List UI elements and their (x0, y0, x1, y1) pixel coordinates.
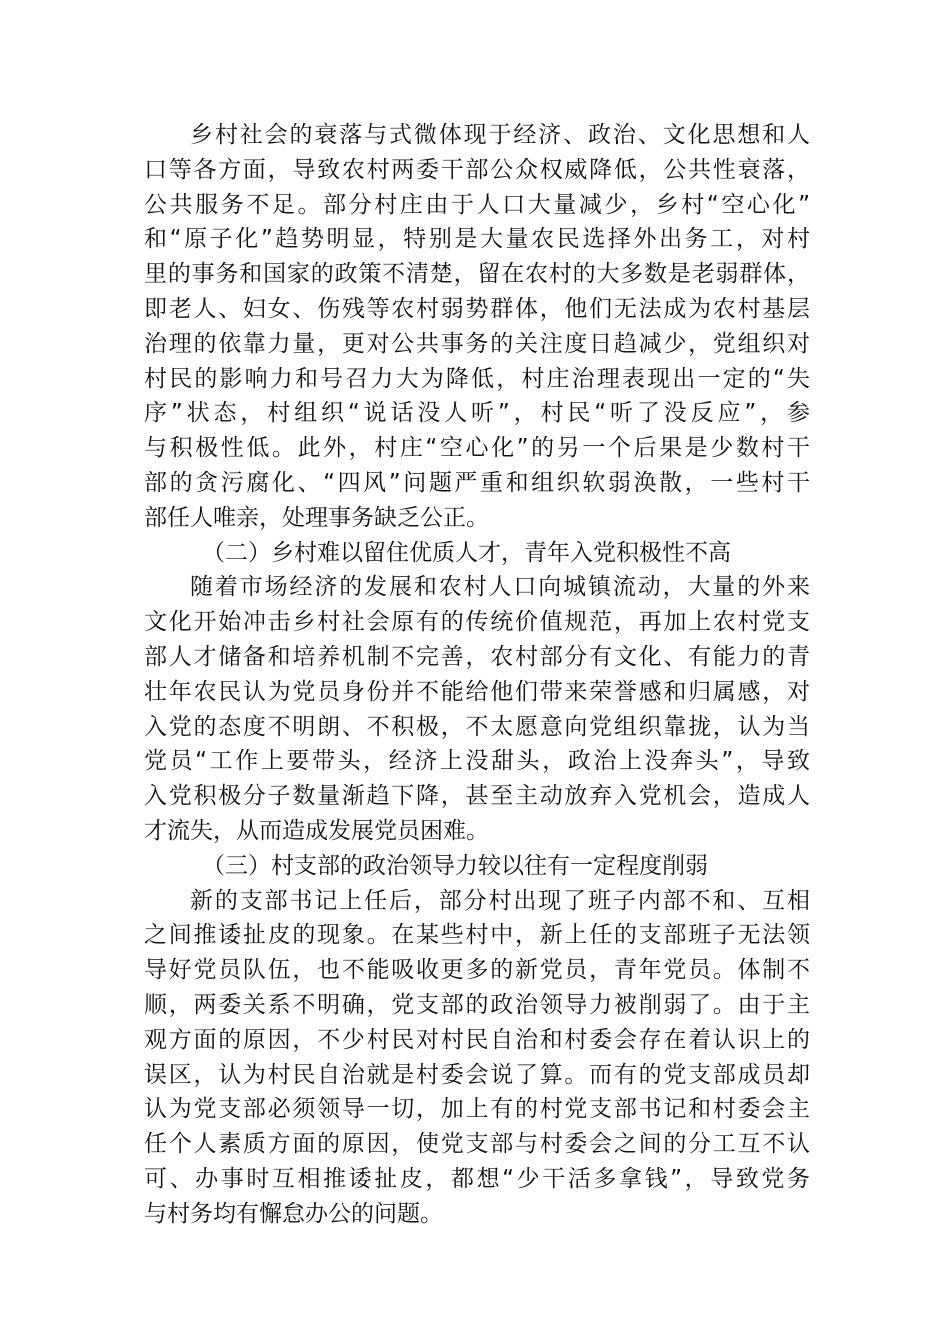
paragraph-2 (144, 570, 810, 848)
text-line: 可、办事时互相推诿扯皮，都想“少干活多拿钱”，导致党务 (144, 1165, 810, 1192)
paragraph-3 (144, 884, 810, 1232)
text-line: 之间推诿扯皮的现象。在某些村中，新上任的支部班子无法领 (144, 922, 810, 949)
text-line: 党员“工作上要带头，经济上没甜头，政治上没奔头”，导致 (144, 748, 810, 775)
text-line: 乡村社会的衰落与式微体现于经济、政治、文化思想和人 (190, 122, 810, 148)
text-line: 与积极性低。此外，村庄“空心化”的另一个后果是少数村干 (144, 435, 810, 462)
text-line: 随着市场经济的发展和农村人口向城镇流动，大量的外来 (190, 574, 810, 601)
text-line: 口等各方面，导致农村两委干部公众权威降低，公共性衰落， (144, 156, 810, 183)
text-line: 和“原子化”趋势明显，特别是大量农民选择外出务工，对村 (144, 226, 810, 253)
text-line: 公共服务不足。部分村庄由于人口大量减少，乡村“空心化” (144, 191, 810, 218)
text-line: 任个人素质方面的原因，使党支部与村委会之间的分工互不认 (144, 1131, 810, 1158)
text-line: 文化开始冲击乡村社会原有的传统价值规范，再加上农村党支 (144, 609, 810, 636)
text-line: 与村务均有懈怠办公的问题。 (144, 1200, 443, 1227)
text-line: 治理的依靠力量，更对公共事务的关注度日趋减少，党组织对 (144, 330, 810, 357)
section-heading-2: （二）乡村难以留住优质人才，青年入党积极性不高 (202, 539, 731, 566)
text-line: 部的贪污腐化、“四风”问题严重和组织软弱涣散，一些村干 (144, 469, 810, 496)
text-line: 新的支部书记上任后，部分村出现了班子内部不和、互相 (190, 887, 810, 914)
text-line: 部任人唯亲，处理事务缺乏公正。 (144, 504, 489, 531)
text-line: 序”状态，村组织“说话没人听”，村民“听了没反应”，参 (144, 400, 810, 427)
section-heading-3: （三）村支部的政治领导力较以往有一定程度削弱 (202, 852, 708, 879)
text-line: 观方面的原因，不少村民对村民自治和村委会存在着认识上的 (144, 1026, 810, 1053)
document-body (144, 118, 810, 1232)
text-line: 里的事务和国家的政策不清楚，留在农村的大多数是老弱群体， (144, 261, 810, 288)
paragraph-1 (144, 118, 810, 536)
text-line: 误区，认为村民自治就是村委会说了算。而有的党支部成员却 (144, 1061, 810, 1088)
text-line: 才流失，从而造成发展党员困难。 (144, 817, 489, 844)
text-line: 顺，两委关系不明确，党支部的政治领导力被削弱了。由于主 (144, 991, 810, 1018)
text-line: 村民的影响力和号召力大为降低，村庄治理表现出一定的“失 (144, 365, 810, 392)
text-line: 入党积极分子数量渐趋下降，甚至主动放弃入党机会，造成人 (144, 783, 810, 810)
text-line: 入党的态度不明朗、不积极，不太愿意向党组织靠拢，认为当 (144, 713, 810, 740)
text-line: 认为党支部必须领导一切，加上有的村党支部书记和村委会主 (144, 1096, 810, 1123)
text-line: 壮年农民认为党员身份并不能给他们带来荣誉感和归属感，对 (144, 678, 810, 705)
text-line: 即老人、妇女、伤残等农村弱势群体，他们无法成为农村基层 (144, 295, 810, 322)
text-line: 部人才储备和培养机制不完善，农村部分有文化、有能力的青 (144, 643, 810, 670)
text-line: 导好党员队伍，也不能吸收更多的新党员，青年党员。体制不 (144, 957, 810, 984)
